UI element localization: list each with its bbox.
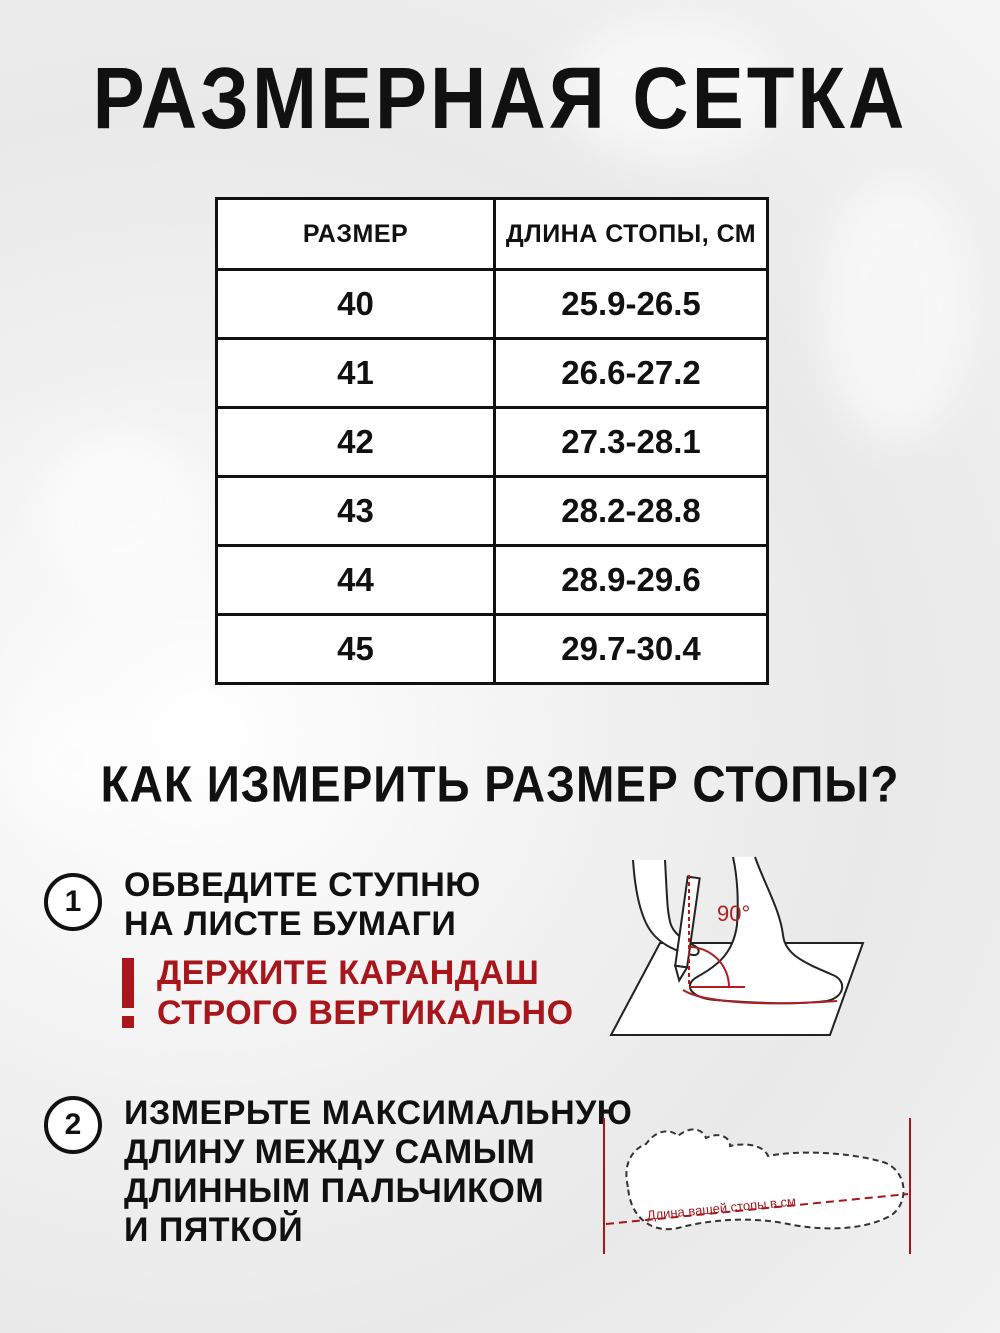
length-cell: 28.2-28.8 <box>495 477 768 546</box>
foot-outline-icon <box>598 1112 918 1260</box>
table-row <box>217 546 768 615</box>
size-cell: 42 <box>217 408 495 477</box>
table-header-row <box>217 199 768 270</box>
step-2-number-icon: 2 <box>44 1096 102 1154</box>
size-table <box>215 197 769 685</box>
warning-exclamation-dot <box>122 1016 134 1028</box>
step-1-line: НА ЛИСТЕ БУМАГИ <box>124 905 457 943</box>
length-cell: 27.3-28.1 <box>495 408 768 477</box>
size-cell: 43 <box>217 477 495 546</box>
how-to-measure-heading: КАК ИЗМЕРИТЬ РАЗМЕР СТОПЫ? <box>100 755 900 813</box>
column-header-size: РАЗМЕР <box>217 199 495 270</box>
step-2-line: ИЗМЕРЬТЕ МАКСИМАЛЬНУЮ <box>124 1094 633 1132</box>
table-row <box>217 408 768 477</box>
leg-foot-shape <box>690 857 842 1003</box>
length-cell: 29.7-30.4 <box>495 615 768 684</box>
table-row <box>217 477 768 546</box>
column-header-foot-length: ДЛИНА СТОПЫ, СМ <box>495 199 768 270</box>
table-row <box>217 270 768 339</box>
warning-exclamation-icon <box>122 958 134 1008</box>
step-1-warning <box>157 953 574 1033</box>
angle-label: 90° <box>717 901 751 926</box>
table-row <box>217 339 768 408</box>
background-bokeh <box>820 180 970 440</box>
step-1-line: ОБВЕДИТЕ СТУПНЮ <box>124 866 481 904</box>
step-1-instruction <box>124 866 481 944</box>
warning-line: СТРОГО ВЕРТИКАЛЬНО <box>157 994 574 1032</box>
length-cell: 28.9-29.6 <box>495 546 768 615</box>
page-title: РАЗМЕРНАЯ СЕТКА <box>92 48 908 148</box>
length-cell: 25.9-26.5 <box>495 270 768 339</box>
step-2-line: ДЛИНУ МЕЖДУ САМЫМ <box>124 1133 536 1171</box>
size-cell: 45 <box>217 615 495 684</box>
size-cell: 41 <box>217 339 495 408</box>
step-2-instruction <box>124 1094 632 1250</box>
step-1-number-icon: 1 <box>44 873 102 931</box>
measure-label: Длина вашей стопы в см <box>646 1193 797 1223</box>
length-cell: 26.6-27.2 <box>495 339 768 408</box>
table-row <box>217 615 768 684</box>
warning-line: ДЕРЖИТЕ КАРАНДАШ <box>157 954 540 992</box>
size-cell: 40 <box>217 270 495 339</box>
size-cell: 44 <box>217 546 495 615</box>
background-bokeh <box>40 430 200 590</box>
foot-tracing-icon <box>605 855 875 1040</box>
step-2-line: ДЛИННЫМ ПАЛЬЧИКОМ <box>124 1172 545 1210</box>
step-2-line: И ПЯТКОЙ <box>124 1211 304 1249</box>
